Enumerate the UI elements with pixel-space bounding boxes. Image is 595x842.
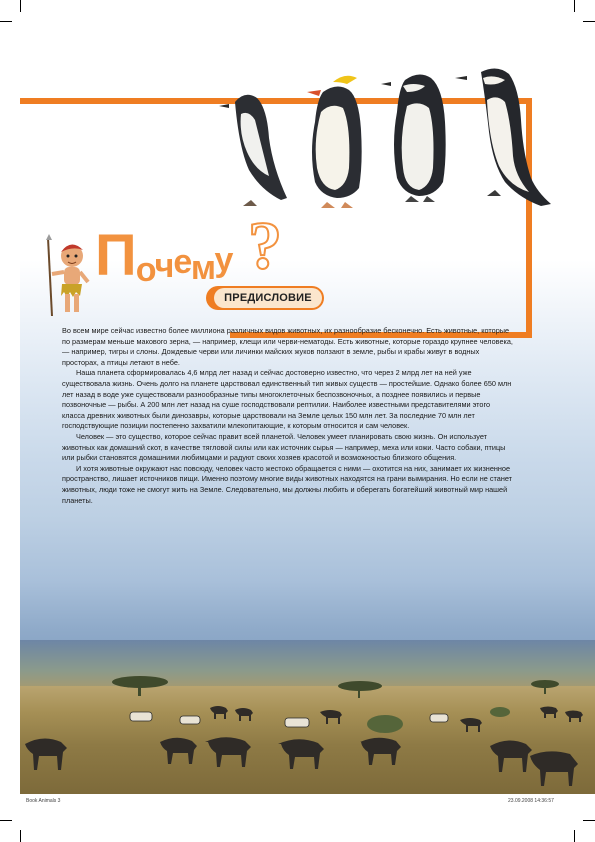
penguin-3 [381,74,446,202]
title-letter: у [214,241,233,279]
title-question-mark: ? [248,207,282,283]
paragraph: Человек — это существо, которое сейчас правит всей планетой. Человек умеет планировать свою жизнь. Он использует животных как домашний скот, в качестве тягловой силы или как источник сырья — например, меха или кожи. Часто собаки, птицы или рыбки становятся домашними любимцами и радуют своих хозяев красотой и возможностью близкого общения. [62,431,506,463]
crop-mark [0,820,12,821]
crop-mark [20,830,21,842]
title-letter: о [135,251,155,289]
caveman-illustration [42,234,98,318]
title-letter: ч [154,247,174,285]
crop-mark [583,21,595,22]
penguins-illustration [215,62,575,212]
crop-mark [574,0,575,12]
penguin-4 [455,68,551,206]
savanna-animals-illustration [20,660,595,794]
preface-text [62,326,514,506]
paragraph: Наша планета сформировалась 4,6 млрд лет назад и сейчас достоверно известно, что через 2 млрд лет на ней уже существовала жизнь. Очень долго на планете царствовал единственный тип живых существ — простейшие. Однако более 650 млн лет назад в воде уже существовали разнообразные типы многоклеточных беспозвоночных, а позднее появились и первые позвоночные — рыбы. А 200 млн лет назад на суше господствовали рептилии. Наиболее известными представителями этого класса древних животных были динозавры, которые царствовали на Земле целых 150 млн лет. За последние 70 млн лет господствующие позиции постепенно захватили млекопитающие, к которым относится и сам человек. [62,368,512,431]
footer-left: Book Animals 3 [26,798,61,804]
preface-badge: ПРЕДИСЛОВИЕ [214,288,322,308]
penguin-1 [219,95,287,206]
title-letter: е [173,243,191,281]
paragraph: И хотя животные окружают нас повсюду, человек часто жестоко обращается с ними — охотится на них, занимает их жизненное пространство, лишает источников пищи. Именно поэтому многие виды животных находятся на грани вымирания. Но если не станет животных, люди тоже не смогут жить на Земле. Следовательно, мы должны любить и оберегать богатейший животный мир нашей планеты. [62,463,513,505]
title-letter: м [190,249,215,287]
penguin-2 [307,76,362,208]
crop-mark [20,0,21,12]
paragraph: Во всем мире сейчас известно более миллиона различных видов животных, их разнообразие бесконечно. Есть животные, которые по размерам меньше макового зерна, — например, клещи или черви-нематоды. Есть животные, которые гораздо крупнее человека, — например, тигры и слоны. Дождевые черви или личинки майских жуков ползают в земле, рыбы и крабы живут в водных просторах, а птицы летают в небе. [62,326,513,367]
footer-right: 23.09.2008 14:36:57 [508,798,554,804]
page-title [95,222,233,289]
title-letter: П [95,223,136,288]
crop-mark [574,830,575,842]
crop-mark [0,21,12,22]
crop-mark [583,820,595,821]
